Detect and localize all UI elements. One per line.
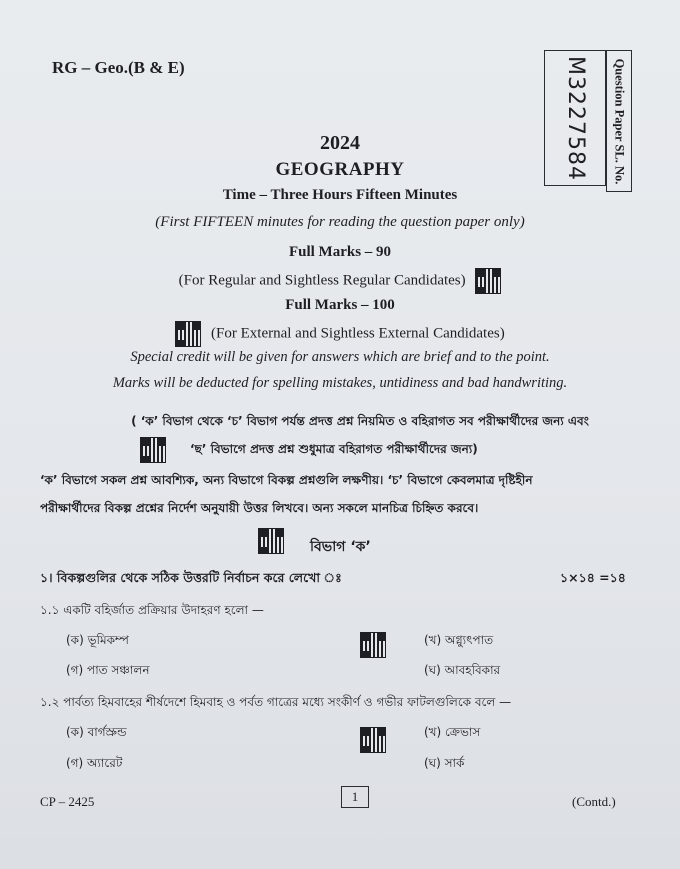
option-c: (গ) পাত সঞ্চালন	[66, 663, 150, 677]
full-marks-external: Full Marks – 100	[285, 297, 395, 313]
instruction-line-2: পরীক্ষার্থীদের বিকল্প প্রশ্নের নির্দেশ অনুযায়ী উত্তর লিখবে। অন্য সকলে মানচিত্র চিহ্নিত করবে।	[40, 501, 479, 515]
paper-code: RG – Geo.(B & E)	[52, 58, 185, 77]
question-1-marks: ১×১৪ =১৪	[560, 570, 626, 585]
qr-code-icon	[360, 632, 386, 658]
qr-code-icon	[140, 437, 166, 463]
qr-code-icon	[475, 268, 501, 294]
option-d: (ঘ) সার্ক	[424, 756, 465, 770]
option-b: (খ) অগ্ন্যুৎপাত	[424, 633, 494, 647]
page-number: 1	[341, 786, 369, 808]
reading-time-note: (First FIFTEEN minutes for reading the question paper only)	[155, 214, 525, 230]
option-c: (গ) অ্যারেট	[66, 756, 123, 770]
serial-number: M3227584	[562, 55, 588, 181]
deduction-note: Marks will be deducted for spelling mistakes, untidiness and bad handwriting.	[112, 375, 568, 391]
full-marks-regular: Full Marks – 90	[288, 244, 392, 260]
option-b: (খ) ক্রেভাস	[424, 725, 481, 739]
serial-label: Question Paper SL. No.	[612, 58, 627, 184]
question-1-1-text: ১.১ একটি বহির্জাত প্রক্রিয়ার উদাহরণ হলো —	[40, 603, 264, 617]
exam-year: 2024	[320, 132, 360, 154]
section-note-line-2: ‘ছ’ বিভাগে প্রদত্ত প্রশ্ন শুধুমাত্র বহিরাগত পরীক্ষার্থীদের জন্য)	[190, 442, 478, 456]
option-d: (ঘ) আবহবিকার	[424, 663, 501, 677]
option-a: (ক) ভূমিকম্প	[66, 633, 129, 647]
subject-title: GEOGRAPHY	[275, 159, 405, 180]
section-heading: বিভাগ ‘ক’	[310, 539, 371, 555]
question-1-text: ১। বিকল্পগুলির থেকে সঠিক উত্তরটি নির্বাচন করে লেখো ঃ	[40, 570, 342, 585]
special-credit-note: Special credit will be given for answers which are brief and to the point.	[130, 349, 550, 365]
qr-code-icon	[258, 528, 284, 554]
qr-code-icon	[360, 727, 386, 753]
section-note-line-1: ( ‘ক’ বিভাগ থেকে ‘চ’ বিভাগ পর্যন্ত প্রদত্ত প্রশ্ন নিয়মিত ও বহিরাগত সব পরীক্ষার্থীদের জন্য এবং	[131, 414, 589, 428]
regular-candidates-note: (For Regular and Sightless Regular Candidates)	[0, 268, 680, 294]
continued-note: (Contd.)	[572, 794, 616, 809]
option-a: (ক) বার্গস্রুন্ড	[66, 725, 127, 739]
footer-code: CP – 2425	[40, 794, 95, 809]
qr-code-icon	[175, 321, 201, 347]
question-1-2-text: ১.২ পার্বত্য হিমবাহের শীর্ষদেশে হিমবাহ ও পর্বত গাত্রের মধ্যে সংকীর্ণ ও গভীর ফাটলগুলিকে বলে —	[40, 695, 512, 709]
instruction-line-1: ‘ক’ বিভাগে সকল প্রশ্ন আবশ্যিক, অন্য বিভাগে বিকল্প প্রশ্নগুলি লক্ষণীয়। ‘চ’ বিভাগে কেবলমাত্র দৃষ্টিহীন	[40, 473, 533, 487]
time-allowed: Time – Three Hours Fifteen Minutes	[222, 187, 458, 203]
external-candidates-note: (For External and Sightless External Candidates)	[0, 321, 680, 347]
